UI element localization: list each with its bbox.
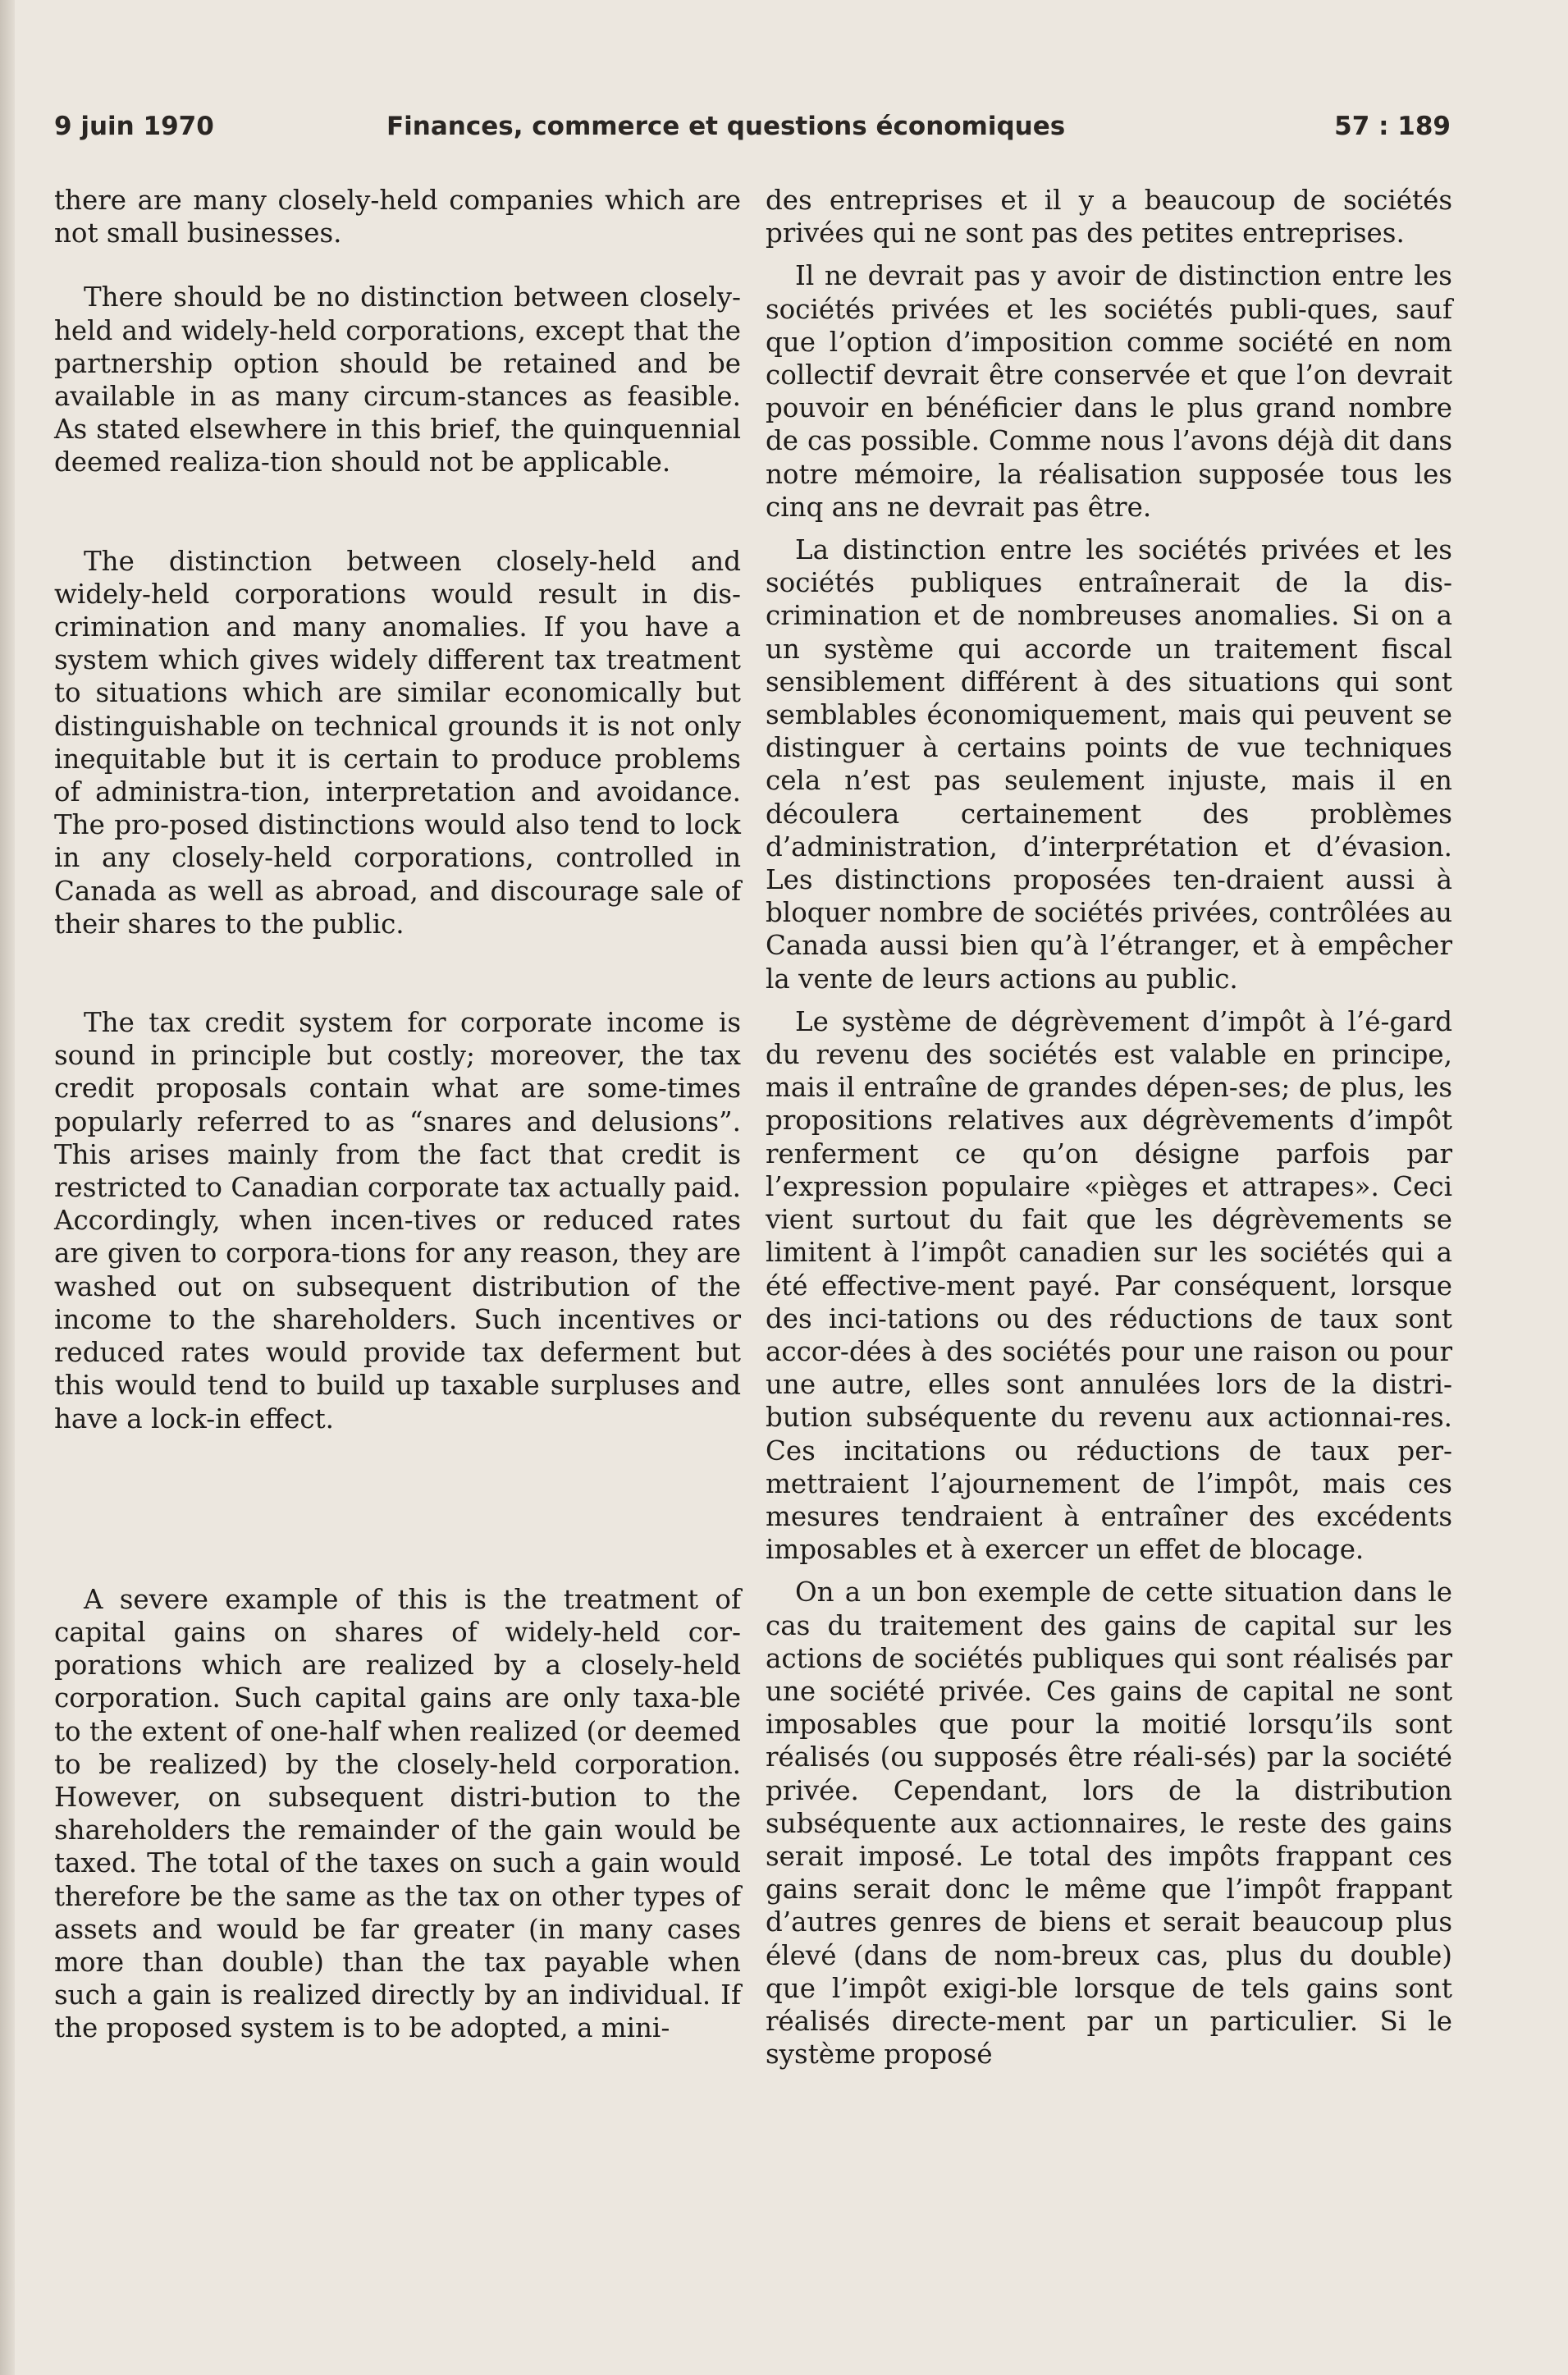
english-paragraph: The tax credit system for corporate income is sound in principle but costly; moreover, the tax credit proposals contain what are some-times popularly referred to as “snares and delusions”. This arises mainly from the fact that credit is restricted to Canadian corporate tax actually paid. Accordingly, when incen-tives or reduced rates are given to corpora-tions for any reason, they are washed out on subsequent distribution of the income to the shareholders. Such incentives or reduced rates would provide tax deferment but this would tend to build up taxable surpluses and have a lock-in effect. bbox=[54, 1007, 741, 1435]
header-page-number: 57 : 189 bbox=[1334, 112, 1451, 141]
french-paragraph: des entreprises et il y a beaucoup de sociétés privées qui ne sont pas des petites entreprises. bbox=[766, 185, 1452, 249]
binding-edge bbox=[0, 0, 15, 2375]
english-paragraph: there are many closely-held companies which are not small businesses. bbox=[54, 185, 741, 249]
french-paragraph: La distinction entre les sociétés privées et les sociétés publiques entraînerait de la dis-crimination et de nombreuses anomalies. Si on a un système qui accorde un traitement fiscal sensiblement différent à des situations qui sont semblables économiquement, mais qui peuvent se distinguer à certains points de vue techniques cela n’est pas seulement injuste, mais il en découlera certainement des problèmes d’administration, d’interprétation et d’évasion. Les distinctions proposées ten-draient aussi à bloquer nombre de sociétés privées, contrôlées au Canada aussi bien qu’à l’étranger, et à empêcher la vente de leurs actions au public. bbox=[766, 534, 1452, 995]
french-column bbox=[766, 184, 1452, 2080]
english-paragraph: The distinction between closely-held and widely-held corporations would result in dis-crimination and many anomalies. If you have a system which gives widely different tax treatment to situations which are similar economically but distinguishable on technical grounds it is not only inequitable but it is certain to produce problems of administra-tion, interpretation and avoidance. The pro-posed distinctions would also tend to lock in any closely-held corporations, controlled in Canada as well as abroad, and discourage sale of their shares to the public. bbox=[54, 545, 741, 940]
header-title: Finances, commerce et questions économiques bbox=[386, 112, 1066, 141]
french-paragraph: Il ne devrait pas y avoir de distinction entre les sociétés privées et les sociétés publi-ques, sauf que l’option d’imposition comme société en nom collectif devrait être conservée et que l’on devrait pouvoir en bénéficier dans le plus grand nombre de cas possible. Comme nous l’avons déjà dit dans notre mémoire, la réalisation supposée tous les cinq ans ne devrait pas être. bbox=[766, 260, 1452, 523]
page-header bbox=[54, 112, 1451, 151]
english-column bbox=[54, 184, 741, 2045]
english-paragraph: There should be no distinction between closely-held and widely-held corporations, except that the partnership option should be retained and be available in as many circum-stances as feasible. As stated elsewhere in this brief, the quinquennial deemed realiza-tion should not be applicable. bbox=[54, 281, 741, 478]
french-paragraph: Le système de dégrèvement d’impôt à l’é-gard du revenu des sociétés est valable en principe, mais il entraîne de grandes dépen-ses; de plus, les propositions relatives aux dégrèvements d’impôt renferment ce qu’on désigne parfois par l’expression populaire «pièges et attrapes». Ceci vient surtout du fait que les dégrèvements se limitent à l’impôt canadien sur les sociétés qui a été effective-ment payé. Par conséquent, lorsque des inci-tations ou des réductions de taux sont accor-dées à des sociétés pour une raison ou pour une autre, elles sont annulées lors de la distri-bution subséquente du revenu aux actionnai-res. Ces incitations ou réductions de taux per-mettraient l’ajournement de l’impôt, mais ces mesures tendraient à entraîner des excédents imposables et à exercer un effet de blocage. bbox=[766, 1005, 1452, 1566]
french-paragraph: On a un bon exemple de cette situation dans le cas du traitement des gains de capital sur les actions de sociétés publiques qui sont réalisés par une société privée. Ces gains de capital ne sont imposables que pour la moitié lorsqu’ils sont réalisés (ou supposés être réali-sés) par la société privée. Cependant, lors de la distribution subséquente aux actionnaires, le reste des gains serait imposé. Le total des impôts frappant ces gains serait donc le même que l’impôt frappant d’autres genres de biens et serait beaucoup plus élevé (dans de nom-breux cas, plus du double) que l’impôt exigi-ble lorsque de tels gains sont réalisés directe-ment par un particulier. Si le système proposé bbox=[766, 1576, 1452, 2071]
header-date: 9 juin 1970 bbox=[54, 112, 214, 141]
english-paragraph: A severe example of this is the treatment of capital gains on shares of widely-held cor-porations which are realized by a closely-held corporation. Such capital gains are only taxa-ble to the extent of one-half when realized (or deemed to be realized) by the closely-held corporation. However, on subsequent distri-bution to the shareholders the remainder of the gain would be taxed. The total of the taxes on such a gain would therefore be the same as the tax on other types of assets and would be far greater (in many cases more than double) than the tax payable when such a gain is realized directly by an individual. If the proposed system is to be adopted, a mini- bbox=[54, 1583, 741, 2044]
